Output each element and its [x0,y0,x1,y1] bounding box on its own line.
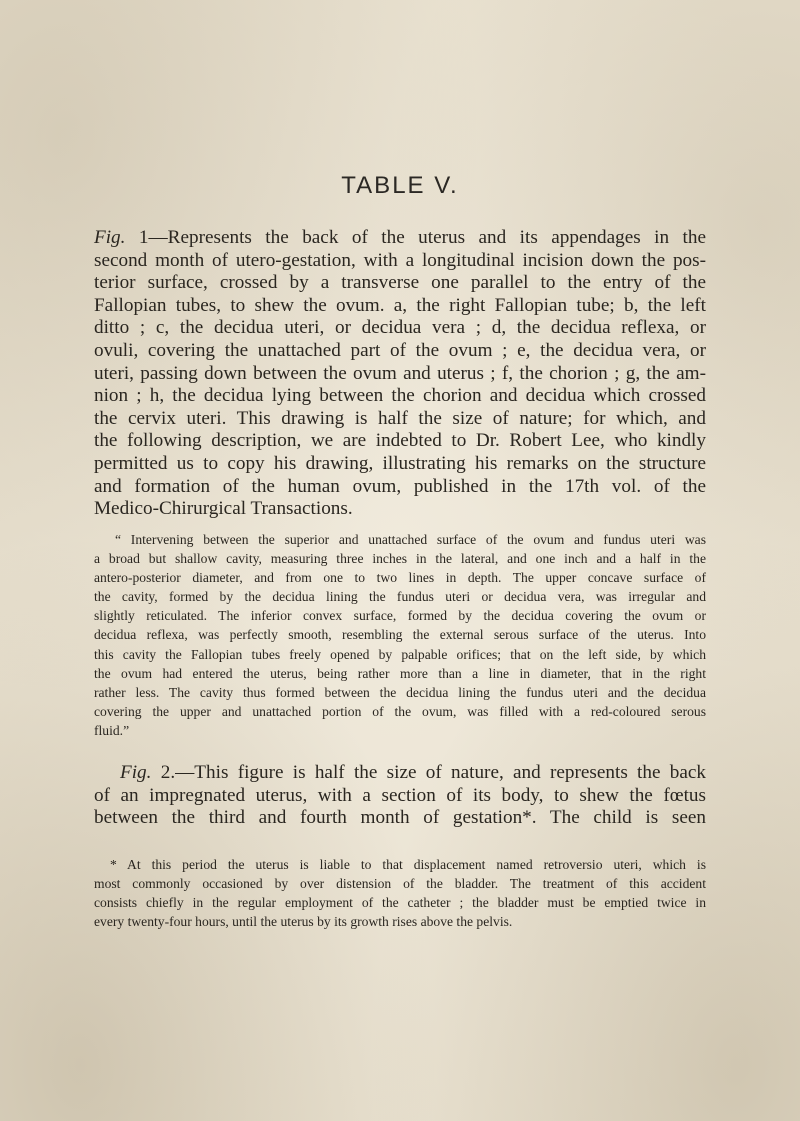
footnote-line: * At this period the uterus is liable to that displacement named retroversio uteri, which is [110,857,706,872]
fig1-line: the following description, we are indebted to Dr. Robert Lee, who kindly [94,430,706,452]
quote-line: rather less. The cavity thus formed between the decidua lining the fundus uteri and the decidua [94,684,706,700]
quote-line: the cavity, formed by the decidua lining the fundus uteri or decidua vera, was irregular and [94,589,706,605]
fig1-line: Medico-Chirurgical Transactions. [94,498,353,520]
quote-line: decidua reflexa, was perfectly smooth, resembling the external serous surface of the uterus. Into [94,627,706,643]
fig1-line: the cervix uteri. This drawing is half the size of nature; for which, and [94,407,706,429]
fig1-line: Fallopian tubes, to shew the ovum. a, the right Fallopian tube; b, the left [94,294,706,316]
fig1-line: nion ; h, the decidua lying between the chorion and decidua which crossed [94,385,706,407]
fig1-line: and formation of the human ovum, published in the 17th vol. of the [94,475,706,497]
table-title: TABLE V. [341,172,459,199]
quote-line: fluid.” [94,722,130,738]
quote-line: covering the upper and unattached portion of the ovum, was filled with a red-coloured serous [94,703,706,719]
footnote-line: every twenty-four hours, until the uterus by its growth rises above the pelvis. [94,914,513,930]
fig1-line: ovuli, covering the unattached part of the ovum ; e, the decidua vera, or [94,339,706,361]
fig1-label: Fig. [94,227,126,248]
fig2-paragraph [94,762,706,830]
fig1-line: terior surface, crossed by a transverse one parallel to the entry of the [94,272,706,294]
fig2-line: Fig. 2.—This figure is half the size of nature, and represents the back [120,762,706,783]
fig2-label: Fig. [120,762,152,783]
footnote-block [94,855,706,931]
footnote-line: most commonly occasioned by over distension of the bladder. The treatment of this accident [94,876,706,892]
quote-line: “ Intervening between the superior and unattached surface of the ovum and fundus uteri was [115,532,706,547]
quote-line: this cavity the Fallopian tubes freely opened by palpable orifices; that on the left side, by which [94,646,706,662]
quote-line: slightly reticulated. The inferior convex surface, formed by the decidua covering the ovum or [94,608,706,624]
fig1-line: second month of utero-gestation, with a longitudinal incision down the pos- [94,249,706,271]
fig1-line: uteri, passing down between the ovum and uterus ; f, the chorion ; g, the am- [94,362,706,384]
fig2-line: of an impregnated uterus, with a section of its body, to shew the fœtus [94,784,706,806]
fig1-paragraph [94,227,706,521]
quote-line: antero-posterior diameter, and from one to two lines in depth. The upper concave surface of [94,570,706,586]
quote-block [94,530,706,740]
fig2-line: between the third and fourth month of gestation*. The child is seen [94,807,706,829]
fig1-line: Fig. 1—Represents the back of the uterus and its appendages in the [94,227,706,248]
quote-line: a broad but shallow cavity, measuring three inches in the lateral, and one inch and a half in the [94,551,706,567]
quote-line: the ovum had entered the uterus, being rather more than a line in diameter, that in the right [94,665,706,681]
fig1-line: ditto ; c, the decidua uteri, or decidua vera ; d, the decidua reflexa, or [94,317,706,339]
fig1-line: permitted us to copy his drawing, illustrating his remarks on the structure [94,452,706,474]
footnote-line: consists chiefly in the regular employment of the catheter ; the bladder must be emptied twice in [94,895,706,911]
